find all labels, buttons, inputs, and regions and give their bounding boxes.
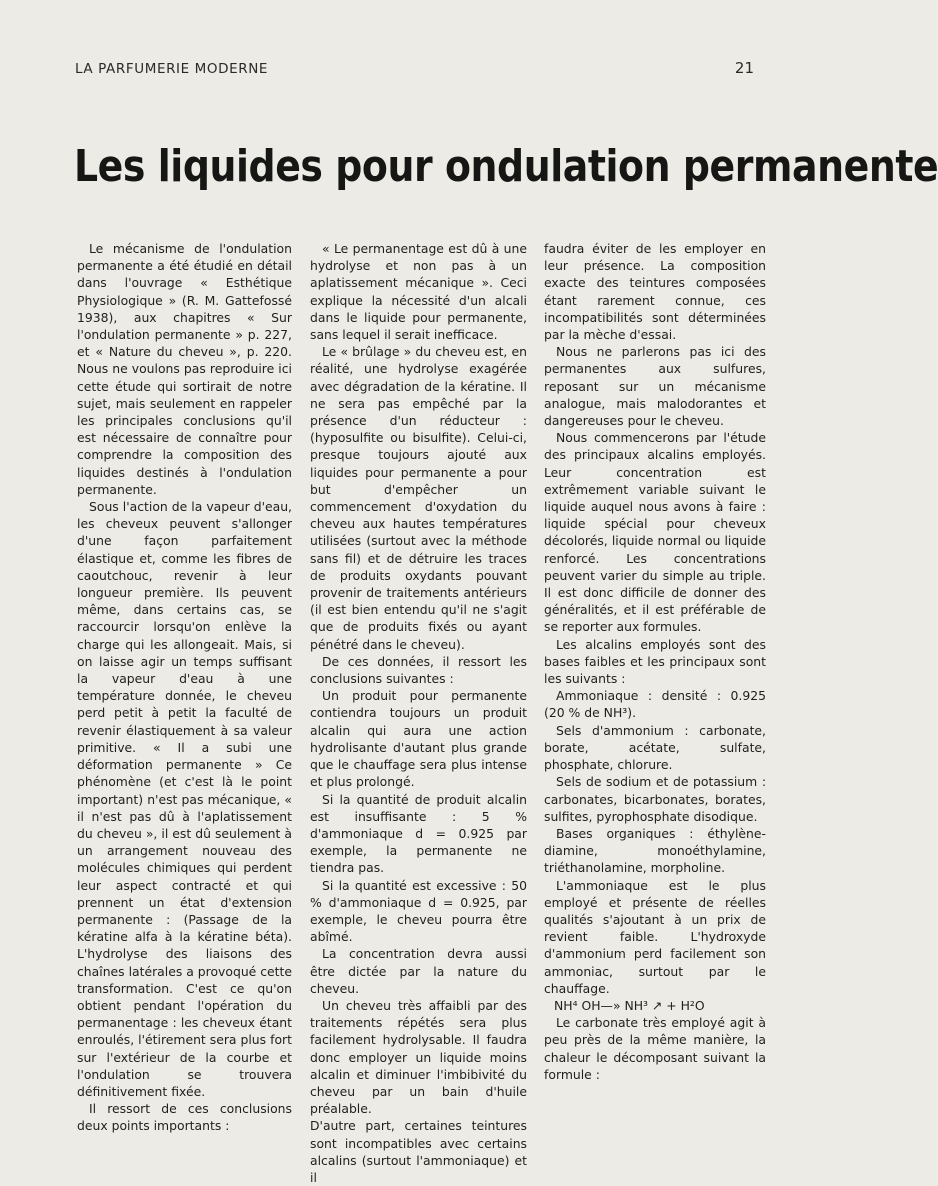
chemical-formula: NH⁴ OH—» NH³ ↗ + H²O [554, 997, 705, 1013]
paragraph: Le carbonate très employé agit à peu près de la même manière, la chaleur le décomposant suivant la formule : [544, 1015, 766, 1082]
paragraph: faudra éviter de les employer en leur présence. La composition exacte des teintures composées étant rarement connue, ces incompatibilités sont déterminées par la mèche d'essai. [544, 241, 766, 343]
page-number: 21 [734, 59, 754, 77]
paragraph: Si la quantité de produit alcalin est insuffisante : 5 % d'ammoniaque d = 0.925 par exemple, la permanente ne tiendra pas. [310, 791, 527, 876]
text-column-3 [544, 240, 766, 1083]
paragraph: Nous commencerons par l'étude des principaux alcalins employés. Leur concentration est extrêmement variable suivant le liquide auquel nous avons à faire : liquide spécial pour cheveux décolorés, liquide normal ou liquide renforcé. Les concentrations peuvent varier du simple au triple. Il est donc difficile de donner des généralités, et il est préférable de se reporter aux formules. [544, 430, 766, 635]
paragraph: Les alcalins employés sont des bases faibles et les principaux sont les suivants : [544, 636, 766, 687]
paragraph: L'ammoniaque est le plus employé et présente de réelles qualités s'ajoutant à un prix de revient faible. L'hydroxyde d'ammonium perd facilement son ammoniac, surtout par le chauffage. [544, 877, 766, 996]
paragraph: Sous l'action de la vapeur d'eau, les cheveux peuvent s'allonger d'une façon parfaitement élastique et, comme les fibres de caoutchouc, revenir à leur longueur première. Ils peuvent même, dans certains cas, se raccourcir lorsqu'on enlève la charge qui les allongeait. Mais, si on laisse agir un temps suffisant la vapeur d'eau à une température donnée, le cheveu perd petit à petit la faculté de revenir élastiquement à sa valeur primitive. « Il a subi une déformation permanente » Ce phénomène (et c'est là le point important) n'est pas mécanique, « il n'est pas dû à l'aplatissement du cheveu », il est dû seulement à un arrangement nouveau des molécules chimiques qui perdent leur aspect contracté et qui prennent un état d'extension permanente : (Passage de la kératine alfa à la kératine béta). L'hydrolyse des liaisons des chaînes latérales a provoqué cette transformation. C'est ce qu'on obtient pendant l'opération du permanentage : les cheveux étant enroulés, l'étirement sera plus fort sur l'extérieur de la courbe et l'ondulation se trouvera définitivement fixée. [77, 499, 293, 1099]
text-column-1 [77, 240, 292, 1135]
paragraph: Sels d'ammonium : carbonate, borate, acétate, sulfate, phosphate, chlorure. [544, 722, 766, 773]
journal-header: LA PARFUMERIE MODERNE [75, 61, 269, 77]
paragraph: Le « brûlage » du cheveu est, en réalité, une hydrolyse exagérée avec dégradation de la kératine. Il ne sera pas empêché par la présence d'un réducteur : (hyposulfite ou bisulfite). Celui-ci, presque toujours ajouté aux liquides pour permanente a pour but d'empêcher un commencement d'oxydation du cheveu aux hautes températures utilisées (surtout avec la méthode sans fil) et de détruire les traces de produits oxydants pouvant provenir de traitements antérieurs (il est bien entendu qu'il ne s'agit que de produits fixés ou ayant pénétré dans le cheveu). [310, 344, 527, 652]
paragraph: De ces données, il ressort les conclusions suivantes : [310, 653, 527, 687]
paragraph: Un cheveu très affaibli par des traitements répétés sera plus facilement hydrolysable. Il faudra donc employer un liquide moins alcalin et diminuer l'imbibivité du cheveu par un bain d'huile préalable. [310, 997, 527, 1117]
article-title: Les liquides pour ondulation permanente [74, 141, 938, 192]
paragraph: Nous ne parlerons pas ici des permanentes aux sulfures, reposant sur un mécanisme analogue, mais malodorantes et dangereuses pour le cheveu. [544, 344, 766, 429]
paragraph: Si la quantité est excessive : 50 % d'ammoniaque d = 0.925, par exemple, le cheveu pourra être abîmé. [310, 877, 527, 945]
paragraph: D'autre part, certaines teintures sont incompatibles avec certains alcalins (surtout l'ammoniaque) et il [310, 1118, 527, 1185]
paragraph: Sels de sodium et de potassium : carbonates, bicarbonates, borates, sulfites, pyrophosphate disodique. [544, 774, 766, 824]
paragraph: Bases organiques : éthylène-diamine, monoéthylamine, triéthanolamine, morpholine. [544, 825, 766, 876]
paragraph: Il ressort de ces conclusions deux points importants : [77, 1101, 292, 1134]
paragraph: La concentration devra aussi être dictée par la nature du cheveu. [310, 946, 527, 996]
text-column-2 [310, 240, 527, 1186]
paragraph: « Le permanentage est dû à une hydrolyse et non pas à un aplatissement mécanique ». Ceci explique la nécessité d'un alcali dans le liquide pour permanente, sans lequel il serait inefficace. [310, 241, 527, 343]
paragraph: Ammoniaque : densité : 0.925 (20 % de NH³). [544, 688, 766, 721]
paragraph: Un produit pour permanente contiendra toujours un produit alcalin qui aura une action hydrolisante d'autant plus grande que le chauffage sera plus intense et plus prolongé. [310, 688, 527, 790]
paragraph: Le mécanisme de l'ondulation permanente a été étudié en détail dans l'ouvrage « Esthétique Physiologique » (R. M. Gattefossé 1938), aux chapitres « Sur l'ondulation permanente » p. 227, et « Nature du cheveu », p. 220. Nous ne voulons pas reproduire ici cette étude qui sortirait de notre sujet, mais seulement en rappeler les principales conclusions qu'il est nécessaire de connaître pour comprendre la composition des liquides destinés à l'ondulation permanente. [77, 241, 292, 497]
